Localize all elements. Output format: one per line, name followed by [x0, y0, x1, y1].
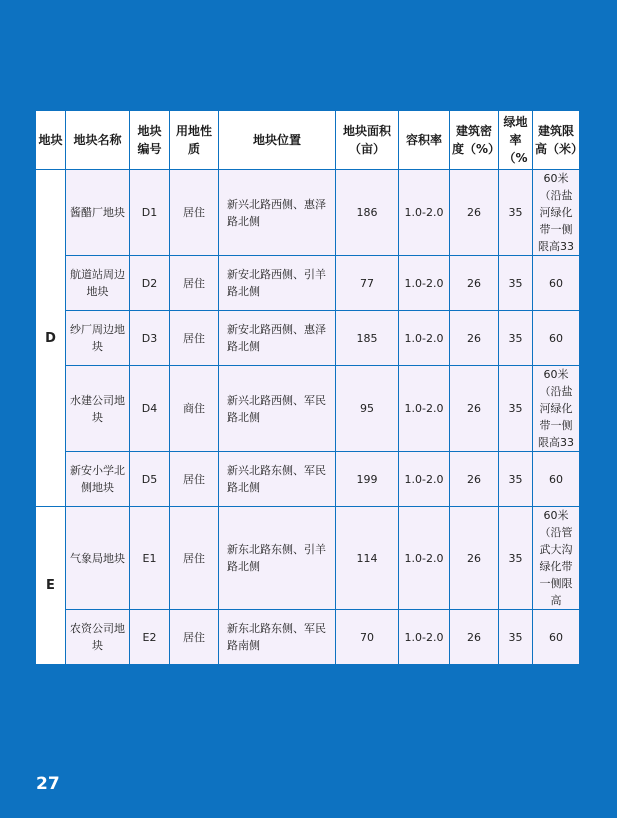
cell-green: 35: [499, 452, 533, 507]
cell-density: 26: [450, 610, 499, 665]
cell-code: E1: [130, 507, 170, 610]
page-number: 27: [36, 774, 60, 794]
cell-code: D5: [130, 452, 170, 507]
cell-location: 新兴北路西侧、军民路北侧: [219, 366, 336, 452]
cell-code: D4: [130, 366, 170, 452]
cell-use: 居住: [170, 610, 219, 665]
cell-name: 航道站周边地块: [66, 256, 130, 311]
cell-height: 60: [533, 610, 580, 665]
cell-far: 1.0-2.0: [399, 507, 450, 610]
cell-code: E2: [130, 610, 170, 665]
header-name: 地块名称: [66, 111, 130, 170]
header-area: 地块面积（亩）: [336, 111, 399, 170]
cell-green: 35: [499, 311, 533, 366]
cell-far: 1.0-2.0: [399, 311, 450, 366]
block-group-label: D: [36, 170, 66, 507]
cell-use: 商住: [170, 366, 219, 452]
table-row: [36, 311, 580, 366]
cell-far: 1.0-2.0: [399, 366, 450, 452]
cell-use: 居住: [170, 452, 219, 507]
cell-name: 新安小学北侧地块: [66, 452, 130, 507]
header-code: 地块编号: [130, 111, 170, 170]
cell-density: 26: [450, 256, 499, 311]
cell-location: 新兴北路西侧、惠泽路北侧: [219, 170, 336, 256]
cell-area: 114: [336, 507, 399, 610]
cell-location: 新兴北路东侧、军民路北侧: [219, 452, 336, 507]
cell-location: 新安北路西侧、引羊路北侧: [219, 256, 336, 311]
header-height: 建筑限高（米）: [533, 111, 580, 170]
cell-density: 26: [450, 452, 499, 507]
cell-height: 60米（沿盐河绿化带一侧限高33: [533, 366, 580, 452]
cell-area: 70: [336, 610, 399, 665]
cell-far: 1.0-2.0: [399, 610, 450, 665]
land-parcel-table-container: [35, 110, 584, 665]
header-density: 建筑密度（%）: [450, 111, 499, 170]
block-group-label: E: [36, 507, 66, 665]
cell-far: 1.0-2.0: [399, 452, 450, 507]
cell-height: 60: [533, 452, 580, 507]
header-location: 地块位置: [219, 111, 336, 170]
cell-name: 农资公司地块: [66, 610, 130, 665]
header-use: 用地性质: [170, 111, 219, 170]
table-row: [36, 170, 580, 256]
table-header-row: [36, 111, 580, 170]
cell-use: 居住: [170, 507, 219, 610]
header-far: 容积率: [399, 111, 450, 170]
cell-location: 新东北路东侧、引羊路北侧: [219, 507, 336, 610]
cell-area: 186: [336, 170, 399, 256]
cell-name: 酱醋厂地块: [66, 170, 130, 256]
cell-green: 35: [499, 610, 533, 665]
cell-area: 185: [336, 311, 399, 366]
cell-area: 199: [336, 452, 399, 507]
cell-code: D3: [130, 311, 170, 366]
cell-name: 纱厂周边地块: [66, 311, 130, 366]
cell-far: 1.0-2.0: [399, 256, 450, 311]
table-row: [36, 452, 580, 507]
cell-location: 新东北路东侧、军民路南侧: [219, 610, 336, 665]
cell-green: 35: [499, 507, 533, 610]
cell-name: 气象局地块: [66, 507, 130, 610]
cell-far: 1.0-2.0: [399, 170, 450, 256]
land-parcel-table: [35, 110, 584, 665]
cell-height: 60: [533, 256, 580, 311]
cell-green: 35: [499, 366, 533, 452]
cell-area: 77: [336, 256, 399, 311]
table-row: [36, 256, 580, 311]
header-green: 绿地率（%: [499, 111, 533, 170]
cell-use: 居住: [170, 256, 219, 311]
cell-density: 26: [450, 366, 499, 452]
table-row: [36, 507, 580, 610]
cell-green: 35: [499, 256, 533, 311]
cell-green: 35: [499, 170, 533, 256]
cell-height: 60米（沿管武大沟绿化带一侧限高: [533, 507, 580, 610]
cell-density: 26: [450, 507, 499, 610]
cell-code: D2: [130, 256, 170, 311]
table-row: [36, 610, 580, 665]
cell-height: 60米（沿盐河绿化带一侧限高33: [533, 170, 580, 256]
cell-name: 水建公司地块: [66, 366, 130, 452]
cell-code: D1: [130, 170, 170, 256]
cell-use: 居住: [170, 311, 219, 366]
cell-density: 26: [450, 311, 499, 366]
header-block: 地块: [36, 111, 66, 170]
cell-density: 26: [450, 170, 499, 256]
cell-area: 95: [336, 366, 399, 452]
cell-height: 60: [533, 311, 580, 366]
cell-location: 新安北路西侧、惠泽路北侧: [219, 311, 336, 366]
cell-use: 居住: [170, 170, 219, 256]
table-row: [36, 366, 580, 452]
